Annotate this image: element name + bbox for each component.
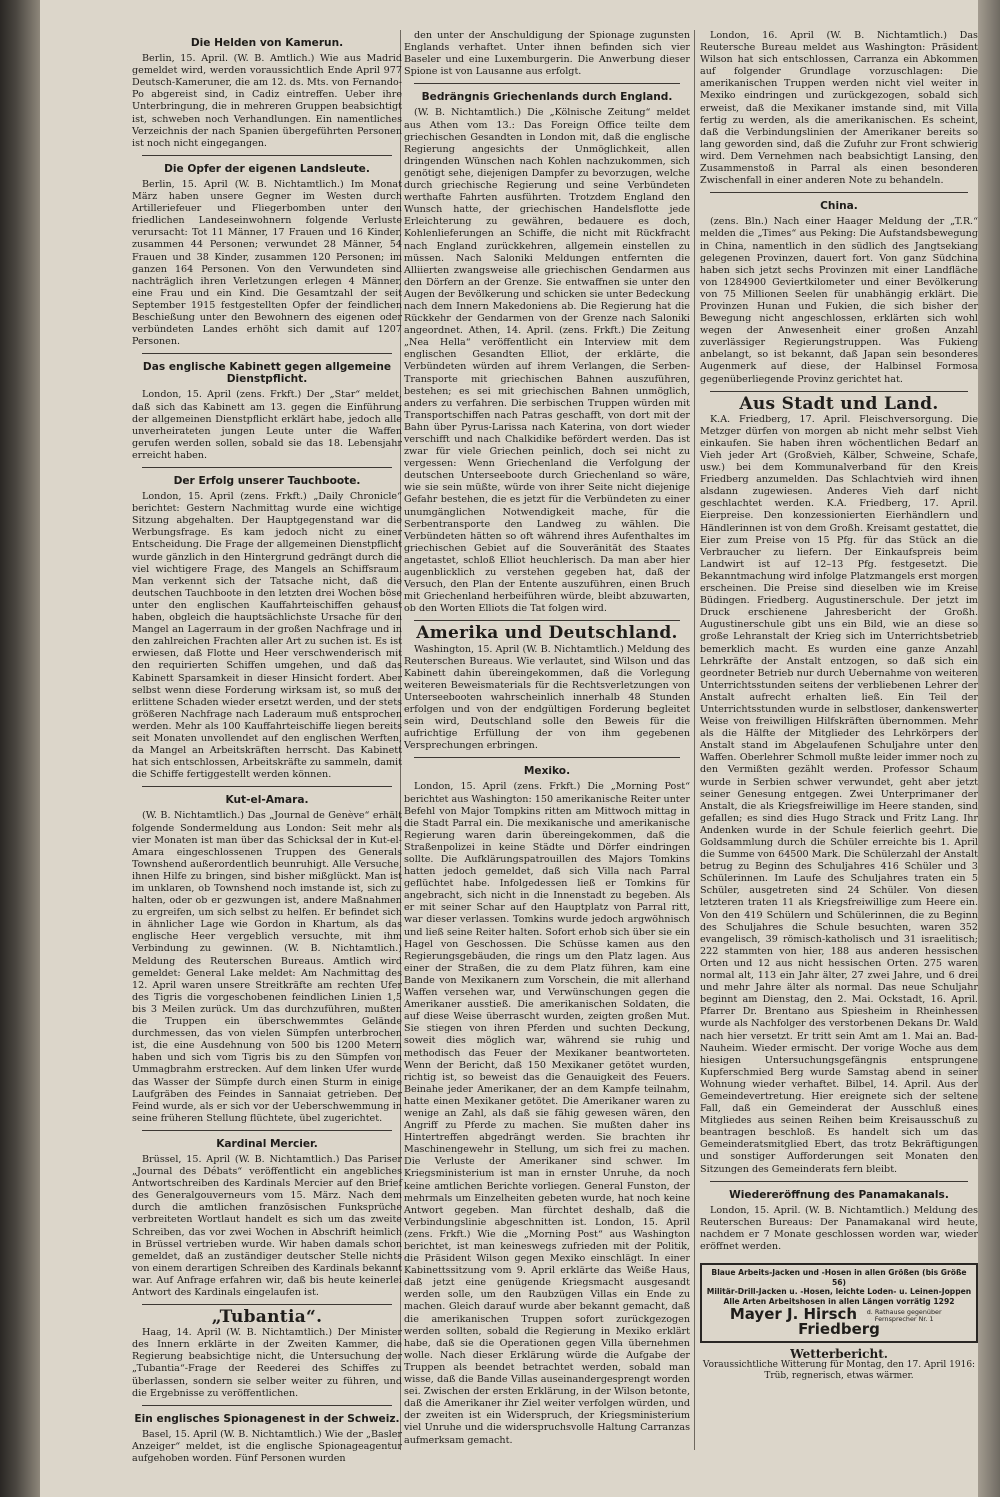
article-separator: [414, 620, 680, 621]
ad-line: Alle Arten Arbeitshosen in allen Längen vorrätig 1292: [723, 1296, 955, 1306]
article-body: Washington, 15. April (W. B. Nichtamtlich.) Meldung des Reuterschen Bureaus. Wie verlautet, sind Wilson und das Kabinett dahin übereingekommen, daß die Vorlegung weiteren Beweismaterials für die Rechtsverletzungen von Unterseebooten wahrscheinlich innerhalb 48 Stunden erfolgen und von der endgültigen Forderung begleitet sein wird, Deutschland solle den Beweis für die aufrichtige Erfüllung der von ihm gegebenen Versprechungen erbringen.: [404, 643, 690, 752]
article: [700, 200, 978, 391]
article-body: Brüssel, 15. April (W. B. Nichtamtlich.) Das Pariser „Journal des Débats“ veröffentlicht ein angebliches Antwortschreiben des Kardinals Mercier auf den Brief des Generalgouverneurs vom 15. März. Nach dem durch die amtlichen französischen Funksprüche verbreiteten Wortlaut handelt es sich um das zweite Schreiben, das vor zwei Wochen in Abschrift heimlich in Brüssel vertrieben wurde. Wir haben damals schon gemeldet, daß an zuständiger deutscher Stelle nichts von einem derartigen Schreiben des Kardinals bekannt war. Auf Anfrage erfahren wir, daß bis heute keinerlei Antwort des Kardinals eingelaufen ist.: [132, 1153, 402, 1298]
article-separator: [142, 1405, 392, 1406]
article-body: Berlin, 15. April. (W. B. Amtlich.) Wie aus Madrid gemeldet wird, werden voraussichtlich Ende April 977 Deutsch-Kameruner, die am 12. ds. Mts. von Fernando-Po abgereist sind, in Cadiz eintreffen. Ueber ihre Unterbringung, die in mehreren Gruppen beabsichtigt ist, schweben noch Verhandlungen. Ein namentliches Verzeichnis der nach Spanien übergeführten Personen ist noch nicht eingegangen.: [132, 53, 402, 149]
article-heading: Bedrängnis Griechenlands durch England.: [421, 91, 673, 104]
column-right: [700, 30, 978, 1450]
article-body: Basel, 15. April (W. B. Nichtamtlich.) Wie der „Basler Anzeiger“ meldet, ist die englische Spionageagentur aufgehoben worden. Fünf Personen wurden: [132, 1428, 402, 1465]
article-separator: [142, 155, 392, 156]
article-body: (W. B. Nichtamtlich.) Das „Journal de Genève“ erhält folgende Sondermeldung aus London: Seit mehr als vier Monaten ist man über das Schicksal der in Kut-el-Amara eingeschlossenen Truppen des Generals Townshend außerordentlich beunruhigt. Alle Versuche, ihnen Hilfe zu bringen, sind bisher mißglückt. Man ist im unklaren, ob Townshend noch imstande ist, sich zu halten, oder ob er gezwungen ist, andere Maßnahmen zu ergreifen, um sich selbst zu helfen. Er befindet sich in ähnlicher Lage wie Gordon in Khartum, als das englische Heer vergeblich versuchte, mit ihm Verbindung zu gewinnen. (W. B. Nichtamtlich.) Meldung des Reuterschen Bureaus. Amtlich wird gemeldet: General Lake meldet: Am Nachmittag des 12. April waren unsere Streitkräfte am rechten Ufer des Tigris die vorgeschobenen feindlichen Linien 1,5 bis 3 Meilen zurück. Um das durchzuführen, mußten die Truppen ein überschwemmtes Gelände durchmessen, das von vielen Sümpfen unterbrochen ist, die eine Ausdehnung von 500 bis 1200 Metern haben und sich vom Tigris bis zu den Sümpfen von Ummagbrahm erstrecken. Auf dem linken Ufer wurde das Wasser der Sümpfe durch einen Sturm in einige Laufgräben des Feindes in Sannaiat getrieben. Der Feind wurde, als er sich vor der Ueberschwemmung in seine früheren Stellung flüchtete, übel zugerichtet.: [132, 810, 402, 1124]
weather-report: [700, 1349, 978, 1382]
article-separator: [142, 1304, 392, 1305]
right-articles: [700, 30, 978, 1253]
article-heading: Ein englisches Spionagenest in der Schweiz.: [134, 1412, 400, 1425]
article: [132, 163, 402, 354]
article-heading: Die Helden von Kamerun.: [190, 37, 344, 49]
article-body: den unter der Anschuldigung der Spionage zugunsten Englands verhaftet. Unter ihnen befinden sich vier Baseler und eine Luxemburgerin. Die Anwerbung dieser Spione ist von Lausanne aus erfolgt.: [404, 30, 690, 78]
article: [132, 37, 402, 156]
ad-line: Militär-Drill-Jacken u. -Hosen, leichte Loden- u. Leinen-Joppen: [706, 1287, 972, 1297]
article-heading: Kut-el-Amara.: [225, 794, 309, 807]
article-separator: [710, 192, 968, 193]
article-heading: Das englische Kabinett gegen allgemeine Dienstpflicht.: [142, 361, 392, 386]
article: [132, 475, 402, 787]
column-middle: [404, 30, 690, 1450]
article-body: (W. B. Nichtamtlich.) Die „Kölnische Zeitung“ meldet aus Athen vom 13.: Das Foreign Office teilte dem griechischen Gesandten in London mit, daß die englische Regierung angesichts der Unmöglichkeit, allen dringenden Wünschen nach Kohlen nachzukommen, sich genötigt sehe, diejenigen Dampfer zu bevorzugen, welche durch griechische Regierung und seine Verbündeten werthafte Fahrten ausführten. Trotzdem England den Wunsch hatte, der griechischen Handelsflotte jede Erleichterung zu gewähren, bedauere es doch, Kohlenlieferungen an Schiffe, die nicht mit Rückfracht nach England zurückkehren, allgemein einstellen zu müssen. Nach Saloniki Meldungen entfernten die Alliierten zwangsweise alle griechischen Gendarmen aus den Dörfern an der Grenze. Sie entwaffnen sie unter den Augen der Bevölkerung und schicken sie unter Bedeckung nach dem Innern Makedoniens ab. Die Regierung hat die Rückkehr der Gendarmen von der Grenze nach Saloniki angeordnet. Athen, 14. April. (zens. Frkft.) Die Zeitung „Nea Hella“ veröffentlicht ein Interview mit dem englischen Gesandten Elliot, der erklärte, die Verbündeten würden auf ihrem Verlangen, die Serben-Transporte mit griechischen Bahnen auszuführen, bestehen; es sei mit griechischen Bahnen unmöglich, anders zu verfahren. Die serbischen Truppen würden mit Transportschiffen nach Patras geschafft, von dort mit der Bahn über Pyrus-Larissa nach Katerina, von dort wieder verschifft und nach Chalkidike befördert werden. Das ist zwar für viele Griechen peinlich, doch sei nicht zu vergessen: Wenn Griechenland die Verfolgung der deutschen Unterseeboote durch Griechenland so wäre, wie sie sein müßte, würde von ihrer Seite nicht diejenige Gefahr bestehen, die es jetzt für die Verbündeten zu einer unumgänglichen Notwendigkeit mache, für die Serbentransporte den Landweg zu wählen. Die Verbündeten hätten so oft während ihres Aufenthaltes im griechischen Gebiet auf die Souveränität des Staates angetastet, schloß Elliot heuchlerisch. Da man aber hier augenblicklich zu verstehen gegeben hat, daß der Versuch, den Plan der Entente auszuführen, einen Bruch mit Griechenland herbeiführen würde, bleibt abzuwarten, ob den Worten Elliots die Tat folgen wird.: [404, 107, 690, 615]
article-separator: [142, 786, 392, 787]
article: [404, 30, 690, 84]
article-separator: [710, 1181, 968, 1182]
article: [132, 1138, 402, 1305]
article-heading: Mexiko.: [523, 765, 571, 778]
article: [404, 623, 690, 758]
article-separator: [142, 353, 392, 354]
article: [404, 765, 690, 1446]
article: [700, 393, 978, 1182]
scan-right-edge: [978, 0, 1000, 1497]
weather-title: Wetterbericht.: [790, 1347, 888, 1362]
ad-address: d. Rathause gegenüber Fernsprecher Nr. 1: [866, 1307, 942, 1324]
advertisement: [700, 1263, 978, 1343]
scan-binding-edge: [0, 0, 40, 1497]
article-heading: Der Erfolg unserer Tauchboote.: [173, 475, 361, 487]
article-body: London, 15. April. (W. B. Nichtamtlich.) Meldung des Reuterschen Bureaus: Der Panamakanal wird heute, nachdem er 7 Monate geschlossen worden war, wieder eröffnet werden.: [700, 1204, 978, 1252]
article: [700, 1189, 978, 1253]
column-left: [132, 30, 402, 1465]
article-heading: „Tubantia“.: [211, 1307, 323, 1328]
article-heading: Kardinal Mercier.: [216, 1137, 318, 1150]
article-heading: Aus Stadt und Land.: [739, 393, 939, 414]
article-body: London, 15. April (zens. Frkft.) „Daily Chronicle“ berichtet: Gestern Nachmittag wurde eine wichtige Sitzung abgehalten. Der Hauptgegenstand war die Werbungsfrage. Es kam jedoch nicht zu einer Entscheidung. Die Frage der allgemeinen Dienstpflicht wurde gänzlich in den Hintergrund gedrängt durch die viel wichtigere Frage, des Mangels an Schiffsraum. Man verkennt sich der Tatsache nicht, daß die deutschen Tauchboote in den letzten drei Wochen böse unter den englischen Kauffahrteischiffen gehaust haben, obgleich die hauptsächlichste Ursache für den Mangel an Lagerraum in der großen Nachfrage und in den zahlreichen Frachten aller Art zu suchen ist. Es ist erwiesen, daß Flotte und Heer verschwenderisch mit den requirierten Schiffen umgehen, und daß das Kabinett Sparsamkeit in dieser Hinsicht fordert. Aber selbst wenn diese Forderung wirksam ist, so muß der erlittene Schaden wieder ersetzt werden, und der stets größeren Nachfrage nach Laderaum muß entsprochen werden. Mehr als 100 Kauffahrteischiffe liegen bereits seit Monaten unvollendet auf den englischen Werften, da Mangel an Arbeitskräften herrscht. Das Kabinett hat sich entschlossen, Arbeitskräfte zu sammeln, damit die Schiffe fertiggestellt werden können.: [132, 491, 402, 781]
article-heading: China.: [820, 200, 858, 213]
weather-forecast-line: Trüb, regnerisch, etwas wärmer.: [764, 1371, 914, 1382]
article-body: Berlin, 15. April (W. B. Nichtamtlich.) Im Monat März haben unsere Gegner im Westen durch Artilleriefeuer und Fliegerbomben unter den friedlichen Landeseinwohnern folgende Verluste verursacht: Tot 11 Männer, 17 Frauen und 16 Kinder, zusammen 44 Personen; verwundet 28 Männer, 54 Frauen und 38 Kinder, zusammen 120 Personen; im ganzen 164 Personen. Von den Verwundeten sind nachträglich ihren Verletzungen erlegen 4 Männer, eine Frau und ein Kind. Die Gesamtzahl der seit September 1915 festgestellten Opfer der feindlichen Beschießung unter den Bewohnern des eigenen oder verbündeten Landes erhöht sich damit auf 1207 Personen.: [132, 178, 402, 348]
article: [132, 361, 402, 468]
ad-company-name: Mayer J. Hirsch: [729, 1305, 858, 1324]
ad-line: Blaue Arbeits-Jacken und -Hosen in allen Größen (bis Größe 56): [711, 1268, 967, 1287]
article: [132, 1413, 402, 1465]
article: [132, 1307, 402, 1406]
article-separator: [142, 467, 392, 468]
article-body: (zens. Bln.) Nach einer Haager Meldung der „T.R.“ melden die „Times“ aus Peking: Die Aufstandsbewegung in China, namentlich in den südlich des Jangtsekiang gelegenen Provinzen, dauert fort. Von ganz Südchina haben sich jetzt sechs Provinzen mit einer Landfläche von 1284900 Geviertkilometer und einer Bevölkerung von 75 Millionen Seelen für unabhängig erklärt. Die Provinzen Hunan und Fukien, die sich bisher der Bewegung nicht angeschlossen, erklärten sich wohl wegen der Anwesenheit einer großen Anzahl zuverlässiger Regierungstruppen. Was Fukieng anbelangt, so ist bekannt, daß Japan sein besonderes Augenmerk auf diese, der Halbinsel Formosa gegenüberliegende Provinz gerichtet hat.: [700, 216, 978, 385]
weather-forecast-line: Voraussichtliche Witterung für Montag, den 17. April 1916:: [702, 1360, 976, 1371]
ad-place: Friedberg: [798, 1320, 880, 1339]
article-separator: [414, 757, 680, 758]
article-separator: [142, 1130, 392, 1131]
article-separator: [710, 391, 968, 392]
article-heading: Wiedereröffnung des Panamakanals.: [729, 1188, 949, 1201]
article-body: London, 15. April (zens. Frkft.) Der „Star“ meldet, daß sich das Kabinett am 13. gegen die Einführung der allgemeinen Dienstpflicht erklärt habe, jedoch alle unverheirateten jungen Leute unter die Waffen gerufen werden sollen, sobald sie das 18. Lebensjahr erreicht haben.: [132, 389, 402, 461]
article-heading: Die Opfer der eigenen Landsleute.: [164, 162, 370, 175]
article-body: London, 16. April (W. B. Nichtamtlich.) Das Reutersche Bureau meldet aus Washington: Präsident Wilson hat sich entschlossen, Carranza ein Abkommen auf folgender Grundlage vorzuschlagen: Die amerikanischen Truppen werden nicht viel weiter in Mexiko eindringen und zurückgezogen, sobald sich erweist, daß die Mexikaner imstande sind, mit Villa fertig zu werden, als die amerikanischen. Es scheint, daß die Verbindungslinien der Amerikaner bereits so lang geworden sind, daß die Zufuhr zur Front schwierig wird. Dem Vernehmen nach beabsichtigt Lansing, den Zusammenstoß in Parral als einen besonderen Zwischenfall in einer anderen Note zu behandeln.: [700, 30, 978, 187]
article: [132, 794, 402, 1131]
article-body: K.A. Friedberg, 17. April. Fleischversorgung. Die Metzger dürfen von morgen ab nicht mehr selbst Vieh einkaufen. Sie haben ihren wöchentlichen Bedarf an Vieh jeder Art (Großvieh, Kälber, Schweine, Schafe, usw.) bei dem Kommunalverband für den Kreis Friedberg anzumelden. Das Schlachtvieh wird ihnen alsdann zugewiesen. Anderes Vieh darf nicht geschlachtet werden. K.A. Friedberg, 17. April. Eierpreise. Den konzessionierten Eierhändlern und Händlerinnen ist von dem Großh. Kreisamt gestattet, die Eier zum Preise von 15 Pfg. für das Stück an die Verbraucher zu liefern. Der Einkaufspreis beim Landwirt ist auf 12–13 Pfg. festgesetzt. Die Bekanntmachung wird infolge Platzmangels erst morgen erscheinen. Die Preise sind dieselben wie im Kreise Büdingen. Friedberg. Augustinerschule. Der jetzt im Druck erschienene Jahresbericht der Großh. Augustinerschule gibt uns ein Bild, wie an diese so große Lehranstalt der Krieg sich im Unterrichtsbetrieb bemerklich macht. Es wurden eine ganze Anzahl Lehrkräfte der Anstalt entzogen, so daß sich ein geordneter Betrieb nur durch Uebernahme von weiteren Unterrichtsstunden seitens der verbliebenen Lehrer der Anstalt aufrecht erhalten ließ. Ein Teil der Unterrichtsstunden wurde in selbstloser, dankenswerter Weise von freiwilligen Hilfskräften übernommen. Mehr als die Hälfte der Mitglieder des Lehrkörpers der Anstalt stand im Abgelaufenen Schuljahre unter den Waffen. Oberlehrer Schmoll mußte leider immer noch zu den Vermißten gezählt werden. Professor Schaum wurde in Serbien schwer verwundet, geht aber jetzt seiner Genesung entgegen. Zwei Unterprimaner der Anstalt, die als Kriegsfreiwillige im Heere standen, sind gefallen; es sind dies Hugo Strack und Fritz Lang. Ihr Andenken wurde in der Schule feierlich geehrt. Die Goldsammlung durch die Schüler erreichte bis 1. April die Summe von 64500 Mark. Die Schülerzahl der Anstalt betrug zu Beginn des Schuljahres 416 Schüler und 3 Schülerinnen. Im Laufe des Schuljahres traten ein 5 Schüler, ausgetreten sind 24 Schüler. Von diesen letzteren traten 11 als Kriegsfreiwillige zum Heere ein. Von den 419 Schülern und Schülerinnen, die zu Beginn des Schuljahres die Schule besuchten, waren 352 evangelisch, 39 römisch-katholisch und 31 israelitisch; 222 stammten von hier, 188 aus anderen hessischen Orten und 12 aus nicht hessischen Orten. 275 waren normal alt, 113 ein Jahr älter, 27 zwei Jahre, und 6 drei und mehr Jahre älter als normal. Das neue Schuljahr beginnt am Dienstag, den 2. Mai. Ockstadt, 16. April. Pfarrer Dr. Brentano aus Spiesheim in Rheinhessen wurde als Nachfolger des verstorbenen Dekans Dr. Wald nach hier versetzt. Er tritt sein Amt am 1. Mai an. Bad-Nauheim. Wieder ermischt. Der vorige Woche aus dem hiesigen Untersuchungsgefängnis entsprungene Kupferschmied Berg wurde Samstag abend in seiner Wohnung wieder verhaftet. Bilbel, 14. April. Aus der Gemeindevertretung. Hier ereignete sich der seltene Fall, daß ein Gemeinderat der Ausschluß eines Mitgliedes aus seinen Reihen beim Kreisausschuß zu beantragen beschloß. Es handelt sich um das Gemeinderatsmitglied Ebert, das trotz Bekräftigungen und sonstiger Aufforderungen seit Monaten den Sitzungen des Gemeinderats fern bleibt.: [700, 413, 978, 1175]
article: [404, 91, 690, 621]
article-heading: Amerika und Deutschland.: [416, 623, 678, 644]
article: [700, 30, 978, 193]
column-rule: [694, 30, 695, 1450]
article-body: London, 15. April (zens. Frkft.) Die „Morning Post“ berichtet aus Washington: 150 amerikanische Reiter unter Befehl von Major Tompkins ritten am Mittwoch mittag in die Stadt Parral ein. Die mexikanische und amerikanische Regierung waren darin übereingekommen, daß die Straßenpolizei in keine Städte und Dörfer eindringen sollte. Die Aufklärungspatrouillen des Majors Tomkins hatten jedoch gemeldet, daß sich Villa nach Parral geflüchtet habe. Infolgedessen ließ er Tomkins für angebracht, sich nicht in die Innenstadt zu begeben. Als er mit seiner Schar auf den Hauptplatz von Parral ritt, war dieser verlassen. Tomkins wurde jedoch argwöhnisch und ließ seine Reiter halten. Sofort erhob sich über sie ein Hagel von Geschossen. Die Schüsse kamen aus den Regierungsgebäuden, die rings um den Platz lagen. Aus einer der Straßen, die zu dem Platz führen, kam eine Bande von Mexikanern zum Vorschein, die mit allerhand Waffen versehen war, und Verwünschungen gegen die Amerikaner ausstieß. Die amerikanischen Soldaten, die auf diese Weise überrascht wurden, zeigten großen Mut. Sie stiegen von ihren Pferden und suchten Deckung, soweit dies möglich war, während sie ruhig und methodisch das Feuer der Mexikaner beantworteten. Wenn der Bericht, daß 150 Mexikaner getötet wurden, richtig ist, so beweist das die Genauigkeit des Feuers. Beinahe jeder Amerikaner, der an dem Kampfe teilnahm, hatte einen Mexikaner getötet. Die Amerikaner waren zu wenige an Zahl, als daß sie fähig gewesen wären, den Angriff zu Pferde zu machen. Sie mußten daher ins Hintertreffen abgedrängt werden. Sie brachten ihr Maschinengewehr in Stellung, um sich frei zu machen. Die Verluste der Amerikaner sind schwer. Im Kriegsministerium ist man in ernster Unruhe, da noch keine amtlichen Berichte vorliegen. General Funston, der mehrmals um Einzelheiten gebeten wurde, hat noch keine Antwort gegeben. Man fürchtet deshalb, daß die Verbindungslinie abgeschnitten ist. London, 15. April (zens. Frkft.) Wie die „Morning Post“ aus Washington berichtet, ist man keineswegs zufrieden mit der Politik, die Präsident Wilson gegen Mexiko einschlägt. In einer Kabinettssitzung vom 9. April erklärte das Weiße Haus, daß jetzt eine genügende Kriegsmacht ausgesandt werden solle, um den Raubzügen Villas ein Ende zu machen. Gleich darauf wurde aber bekannt gemacht, daß die amerikanischen Truppen sofort zurückgezogen werden sollten, sobald die Regierung in Mexiko erklärt habe, daß sie die Operationen gegen Villa übernehmen wolle. Nach dieser Erklärung würde die Aufgabe der Truppen als beendet betrachtet werden, sobald man wisse, daß die Bande Villas auseinandergesprengt worden sei. Zwischen der ersten Erklärung, in der Wilson betonte, daß die Amerikaner ihr Ziel weiter verfolgen würden, und der zweiten ist ein Widerspruch, der Kriegsministerium viel Unruhe und die widerspruchsvolle Haltung Carranzas aufmerksam gemacht.: [404, 781, 690, 1446]
article-body: Haag, 14. April (W. B. Nichtamtlich.) Der Minister des Innern erklärte in der Zweiten Kammer, die Regierung beabsichtige nicht, die Untersuchung der „Tubantia“-Frage der Reederei des Schiffes zu überlassen, sondern sie selber weiter zu führen, und die Ergebnisse zu veröffentlichen.: [132, 1327, 402, 1399]
article-separator: [414, 83, 680, 84]
